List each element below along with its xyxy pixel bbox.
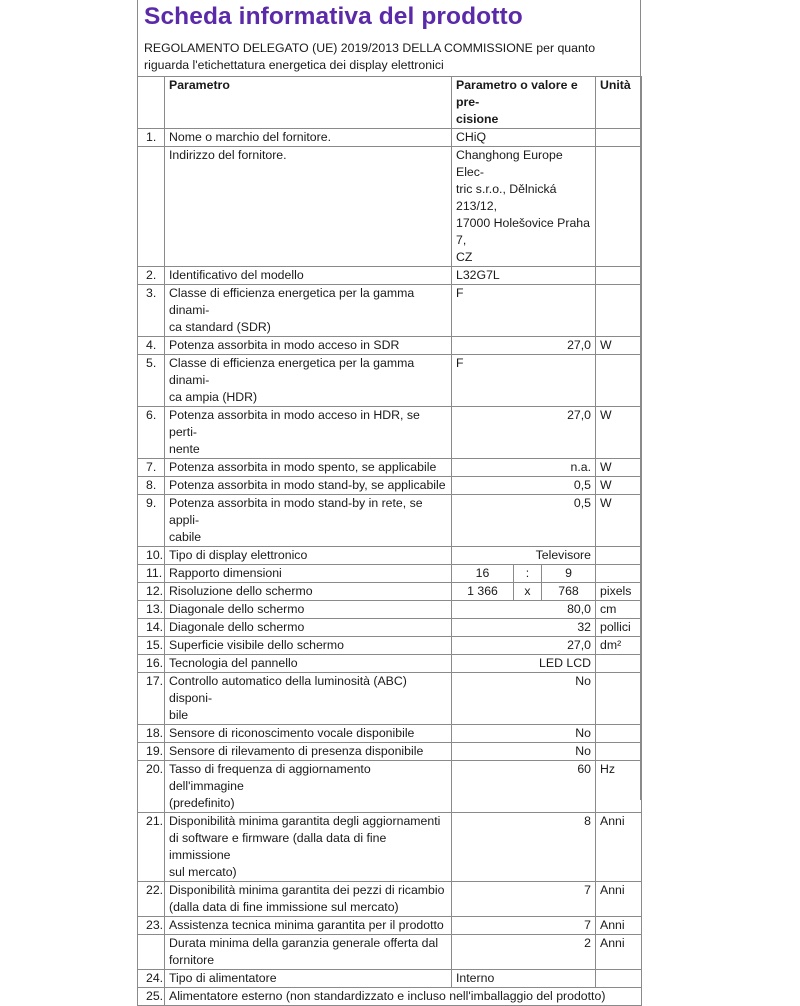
- table-row: Indirizzo del fornitore. Changhong Europe Elec- tric s.r.o., Dělnická 213/12, 17000 Holešovice Praha 7, CZ: [138, 147, 642, 267]
- table-row: 2. Identificativo del modello L32G7L: [138, 267, 642, 285]
- table-row: 22. Disponibilità minima garantita dei pezzi di ricambio (dalla data di fine immissione sul mercato) 7 Anni: [138, 882, 642, 917]
- table-row: 16. Tecnologia del pannello LED LCD: [138, 655, 642, 673]
- page-title: Scheda informativa del prodotto: [144, 3, 523, 30]
- table-row: Durata minima della garanzia generale offerta dal fornitore 2 Anni: [138, 935, 642, 970]
- table-row: 24. Tipo di alimentatore Interno: [138, 970, 642, 988]
- table-header-row: [138, 77, 642, 129]
- table-row: 14. Diagonale dello schermo 32 pollici: [138, 619, 642, 637]
- header-parameter: Parametro: [165, 77, 452, 129]
- table-row: 1. Nome o marchio del fornitore. CHiQ: [138, 129, 642, 147]
- table-row: 17. Controllo automatico della luminosità (ABC) disponi- bile No: [138, 673, 642, 725]
- table-row: 8. Potenza assorbita in modo stand-by, se applicabile 0,5 W: [138, 477, 642, 495]
- product-info-table: [137, 76, 642, 1006]
- table-row: 20. Tasso di frequenza di aggiornamento dell'immagine (predefinito) 60 Hz: [138, 761, 642, 813]
- table-row: 18. Sensore di riconoscimento vocale disponibile No: [138, 725, 642, 743]
- table-row: 9. Potenza assorbita in modo stand-by in rete, se appli- cabile 0,5 W: [138, 495, 642, 547]
- table-row: 15. Superficie visibile dello schermo 27,0 dm²: [138, 637, 642, 655]
- table-row: 6. Potenza assorbita in modo acceso in HDR, se perti- nente 27,0 W: [138, 407, 642, 459]
- table-row: 4. Potenza assorbita in modo acceso in SDR 27,0 W: [138, 337, 642, 355]
- table-row: 21. Disponibilità minima garantita degli aggiornamenti di software e firmware (dalla data di fine immissione sul mercato) 8 Anni: [138, 813, 642, 882]
- regulation-intro: REGOLAMENTO DELEGATO (UE) 2019/2013 DELLA COMMISSIONE per quanto riguarda l'etichettatura energetica dei display elettronici: [144, 41, 596, 72]
- table-row: 7. Potenza assorbita in modo spento, se applicabile n.a. W: [138, 459, 642, 477]
- table-row: 10. Tipo di display elettronico Televisore: [138, 547, 642, 565]
- table-row: 25. Alimentatore esterno (non standardizzato e incluso nell'imballaggio del prodotto): [138, 988, 642, 1006]
- header-unit: Unità: [596, 77, 642, 129]
- table-row: 11. Rapporto dimensioni 16 : 9: [138, 565, 642, 583]
- table-row: 12. Risoluzione dello schermo 1 366 x 768 pixels: [138, 583, 642, 601]
- table-row: 23. Assistenza tecnica minima garantita per il prodotto 7 Anni: [138, 917, 642, 935]
- table-row: 13. Diagonale dello schermo 80,0 cm: [138, 601, 642, 619]
- table-row: 3. Classe di efficienza energetica per la gamma dinami- ca standard (SDR) F: [138, 285, 642, 337]
- header-value: Parametro o valore e pre- cisione: [452, 77, 596, 129]
- table-row: 5. Classe di efficienza energetica per la gamma dinami- ca ampia (HDR) F: [138, 355, 642, 407]
- table-row: 19. Sensore di rilevamento di presenza disponibile No: [138, 743, 642, 761]
